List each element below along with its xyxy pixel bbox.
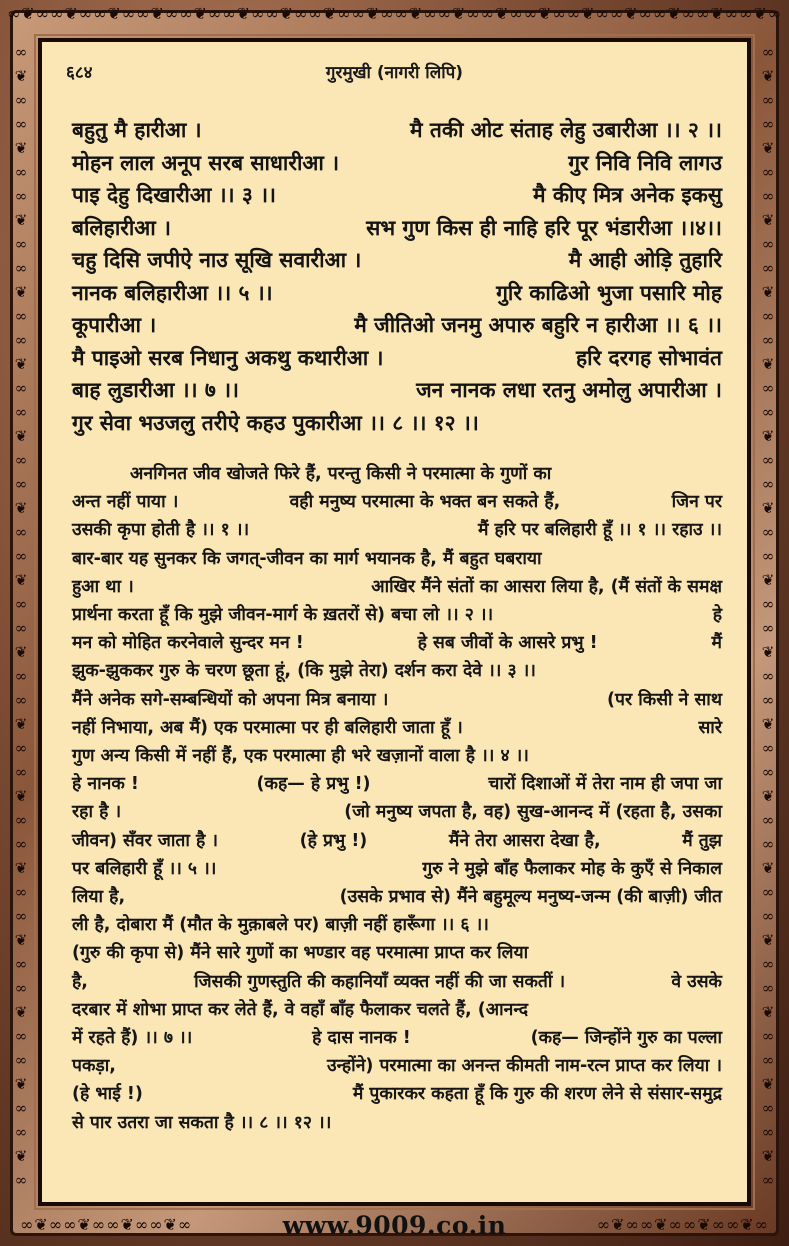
top-ornament: ∞❦∞∞❦∞∞❦∞∞❦∞∞❦∞∞❦∞∞❦∞∞❦∞∞❦∞∞❦∞∞❦∞∞❦∞∞❦∞∞❦∞∞❦∞∞❦∞∞❦∞∞❦∞ bbox=[6, 4, 783, 23]
verse-line-segment: हरि दरगह सोभावंत bbox=[576, 345, 722, 370]
translation-line-segment: (हे प्रभु !) bbox=[299, 830, 368, 851]
verse-line-segment: मोहन लाल अनूप सरब साधारीआ । bbox=[72, 150, 340, 175]
translation-line-segment: वही मनुष्य परमात्मा के भक्त बन सकते हैं, bbox=[289, 492, 561, 513]
translation-line-segment: (गुरु की कृपा से) मैंने सारे गुणों का भण्डार वह परमात्मा प्राप्त कर लिया bbox=[72, 943, 529, 964]
translation-line-segment: जिन पर bbox=[671, 492, 722, 513]
verse-line bbox=[72, 244, 722, 277]
translation-line bbox=[72, 545, 722, 573]
verse-line-segment: मै कीए मित्र अनेक इकसु bbox=[532, 183, 722, 207]
translation-line-segment: उन्होंने) परमात्मा का अनन्त कीमती नाम-रत्न प्राप्त कर लिया । bbox=[327, 1056, 722, 1077]
translation-line bbox=[72, 939, 722, 967]
translation-line bbox=[72, 1024, 722, 1052]
translation-line-segment: ली है, दोबारा मैं (मौत के मुक़ाबले पर) बाज़ी नहीं हारूँगा ।। ६ ।। bbox=[72, 915, 489, 936]
translation-line bbox=[72, 855, 722, 883]
translation-line-segment: हे नानक ! bbox=[72, 774, 139, 795]
translation-line bbox=[72, 883, 722, 911]
verse-line bbox=[72, 277, 722, 310]
translation-line-segment: मन को मोहित करनेवाले सुन्दर मन ! bbox=[72, 633, 304, 654]
gurbani-verses bbox=[72, 114, 722, 439]
translation-line bbox=[72, 742, 722, 770]
translation-line-segment: दरबार में शोभा प्राप्त कर लेते हैं, वे वहाँ बाँह फैलाकर चलते हैं, (आनन्द bbox=[72, 999, 529, 1020]
translation-line-segment: (हे भाई !) bbox=[72, 1084, 143, 1105]
verse-line-segment: मै तकी ओट संताह लेहु उबारीआ ।। २ ।। bbox=[410, 118, 722, 142]
translation-line bbox=[72, 657, 722, 685]
translation-line-segment: (उसके प्रभाव से) मैंने बहुमूल्य मनुष्य-जन्म (की बाज़ी) जीत bbox=[339, 887, 722, 908]
translation-line bbox=[72, 686, 722, 714]
translation-line bbox=[72, 827, 722, 855]
translation-line-segment: मैं तुझ bbox=[682, 830, 722, 851]
verse-line bbox=[72, 114, 722, 147]
translation-line-segment: (कह— हे प्रभु !) bbox=[256, 774, 371, 795]
translation-line-segment: जीवन) सँवर जाता है । bbox=[72, 830, 218, 851]
verse-line-segment: पाइ देहु दिखारीआ ।। ३ ।। bbox=[72, 183, 276, 207]
verse-line-segment: कूपारीआ । bbox=[72, 313, 157, 337]
verse-line-segment: जन नानक लधा रतनु अमोलु अपारीआ । bbox=[416, 378, 722, 402]
translation-line bbox=[72, 714, 722, 742]
translation-line-segment: हे bbox=[712, 605, 722, 626]
footer-url[interactable]: www.9009.co.in bbox=[282, 1211, 507, 1240]
hindi-translation bbox=[72, 460, 722, 1137]
translation-line-segment: (जो मनुष्य जपता है, वह) सुख-आनन्द में (रहता है, उसका bbox=[344, 802, 722, 823]
translation-line-segment: हे दास नानक ! bbox=[312, 1028, 411, 1049]
translation-line-segment: झुक-झुककर गुरु के चरण छूता हूं, (कि मुझे तेरा) दर्शन करा देवे ।। ३ ।। bbox=[72, 661, 536, 682]
translation-line-segment: गुरु ने मुझे बाँह फैलाकर मोह के कुएँ से निकाल bbox=[422, 858, 722, 879]
verse-line bbox=[72, 374, 722, 407]
verse-line bbox=[72, 212, 722, 245]
translation-line-segment: नहीं निभाया, अब मैं) एक परमात्मा पर ही बलिहारी जाता हूँ । bbox=[72, 717, 463, 738]
translation-line-segment: गुण अन्य किसी में नहीं हैं, एक परमात्मा ही भरे खज़ानों वाला है ।। ४ ।। bbox=[72, 746, 529, 767]
translation-line-segment: (कह— जिन्होंने गुरु का पल्ला bbox=[530, 1028, 722, 1049]
translation-line-segment: सारे bbox=[698, 717, 722, 738]
verse-line bbox=[72, 407, 722, 440]
verse-line-segment: बलिहारीआ । bbox=[72, 215, 172, 240]
translation-line-segment: हुआ था । bbox=[72, 576, 134, 597]
verse-line-segment: गुरि काढिओ भुजा पसारि मोह bbox=[496, 280, 722, 305]
translation-line bbox=[72, 601, 722, 629]
translation-line-segment: उसकी कृपा होती है ।। १ ।। bbox=[72, 520, 250, 541]
left-ornament: ∞ ❦ ∞ ∞ ❦ ∞ ∞ ❦ ∞ ∞ ❦ ∞ ∞ ❦ ∞ ∞ ❦ ∞ ∞ ❦ ∞ ∞ ❦ ∞ ∞ ❦ ∞ ∞ ❦ ∞ ∞ ❦ ∞ ∞ ❦ ∞ ∞ ❦ ∞ ∞ ❦ ∞ ∞ ❦ ∞ ∞ ❦ ∞ bbox=[14, 43, 28, 1186]
verse-line bbox=[72, 179, 722, 212]
translation-line bbox=[72, 488, 722, 516]
translation-line-segment: आखिर मैंने संतों का आसरा लिया है, (मैं संतों के समक्ष bbox=[371, 576, 722, 597]
translation-line-segment: अन्त नहीं पाया । bbox=[72, 492, 179, 513]
verse-line-segment: गुर सेवा भउजलु तरीऐ कहउ पुकारीआ ।। ८ ।। १२ ।। bbox=[72, 410, 479, 435]
translation-line-segment: वे उसके bbox=[671, 971, 722, 992]
verse-line bbox=[72, 342, 722, 375]
verse-line-segment: मै आही ओड़ि तुहारि bbox=[568, 248, 722, 272]
page-number: ६८४ bbox=[66, 63, 93, 83]
translation-line-segment: मैं bbox=[711, 633, 722, 654]
translation-line-segment: रहा है । bbox=[72, 802, 122, 823]
translation-line-segment: पर बलिहारी हूँ ।। ५ ।। bbox=[72, 858, 217, 879]
translation-line-segment: से पार उतरा जा सकता है ।। ८ ।। १२ ।। bbox=[72, 1112, 332, 1133]
translation-line-segment: अनगिनत जीव खोजते फिरे हैं, परन्तु किसी ने परमात्मा के गुणों का bbox=[130, 464, 552, 484]
translation-line-segment: बार-बार यह सुनकर कि जगत्-जीवन का मार्ग भयानक है, मैं बहुत घबराया bbox=[72, 548, 542, 569]
translation-line bbox=[72, 968, 722, 996]
translation-line-segment: जिसकी गुणस्तुति की कहानियाँ व्यक्त नहीं की जा सकतीं । bbox=[194, 971, 566, 992]
bottom-right-ornament: ∞❦∞∞❦∞∞❦∞∞❦∞ bbox=[596, 1215, 769, 1234]
verse-line-segment: बहुतु मै हारीआ । bbox=[72, 118, 202, 142]
translation-line bbox=[72, 770, 722, 798]
verse-line-segment: मै जीतिओ जनमु अपारु बहुरि न हारीआ ।। ६ ।। bbox=[354, 313, 722, 337]
translation-line-segment: हे सब जीवों के आसरे प्रभु ! bbox=[417, 633, 598, 654]
translation-line bbox=[72, 996, 722, 1024]
verse-line-segment: मै पाइओ सरब निधानु अकथु कथारीआ । bbox=[72, 345, 384, 370]
translation-line bbox=[72, 911, 722, 939]
verse-line bbox=[72, 309, 722, 342]
translation-line-segment: में रहते हैं) ।। ७ ।। bbox=[72, 1028, 193, 1049]
verse-line-segment: गुर निवि निवि लागउ bbox=[568, 150, 722, 175]
translation-line bbox=[72, 1052, 722, 1080]
translation-line bbox=[72, 573, 722, 601]
translation-line-segment: मैं पुकारकर कहता हूँ कि गुरु की शरण लेने से संसार-समुद्र bbox=[352, 1084, 722, 1105]
page-title: गुरमुखी (नागरी लिपि) bbox=[325, 63, 464, 83]
translation-line-segment: मैंने अनेक सगे-सम्बन्धियों को अपना मित्र बनाया । bbox=[72, 689, 389, 710]
translation-line-segment: लिया है, bbox=[72, 887, 126, 908]
page-header bbox=[42, 60, 747, 84]
translation-line bbox=[72, 1080, 722, 1108]
translation-line-segment: मैं हरि पर बलिहारी हूँ ।। १ ।। रहाउ ।। bbox=[477, 520, 722, 541]
verse-line-segment: चहु दिसि जपीऐ नाउ सूखि सवारीआ । bbox=[72, 248, 362, 272]
translation-line-segment: प्रार्थना करता हूँ कि मुझे जीवन-मार्ग के ख़तरों से) बचा लो ।। २ ।। bbox=[72, 605, 494, 626]
right-ornament: ∞ ❦ ∞ ∞ ❦ ∞ ∞ ❦ ∞ ∞ ❦ ∞ ∞ ❦ ∞ ∞ ❦ ∞ ∞ ❦ ∞ ∞ ❦ ∞ ∞ ❦ ∞ ∞ ❦ ∞ ∞ ❦ ∞ ∞ ❦ ∞ ∞ ❦ ∞ ∞ ❦ ∞ ∞ ❦ ∞ ∞ ❦ ∞ bbox=[761, 43, 775, 1186]
translation-line-segment: (पर किसी ने साथ bbox=[607, 689, 722, 710]
translation-line bbox=[72, 629, 722, 657]
translation-line-segment: है, bbox=[72, 971, 88, 992]
translation-line bbox=[72, 460, 722, 488]
translation-line-segment: चारों दिशाओं में तेरा नाम ही जपा जा bbox=[488, 774, 722, 795]
verse-line bbox=[72, 147, 722, 180]
translation-line-segment: मैंने तेरा आसरा देखा है, bbox=[448, 830, 601, 851]
translation-line bbox=[72, 1109, 722, 1137]
scripture-page bbox=[38, 38, 751, 1206]
translation-line-segment: पकड़ा, bbox=[72, 1056, 116, 1077]
verse-line-segment: नानक बलिहारीआ ।। ५ ।। bbox=[72, 280, 273, 305]
verse-line-segment: सभ गुण किस ही नाहि हरि पूर भंडारीआ ।।४।। bbox=[366, 215, 722, 240]
bottom-left-ornament: ∞❦∞∞❦∞∞❦∞∞❦∞ bbox=[20, 1215, 193, 1234]
translation-line bbox=[72, 516, 722, 544]
translation-line bbox=[72, 798, 722, 826]
verse-line-segment: बाह लुडारीआ ।। ७ ।। bbox=[72, 378, 239, 402]
